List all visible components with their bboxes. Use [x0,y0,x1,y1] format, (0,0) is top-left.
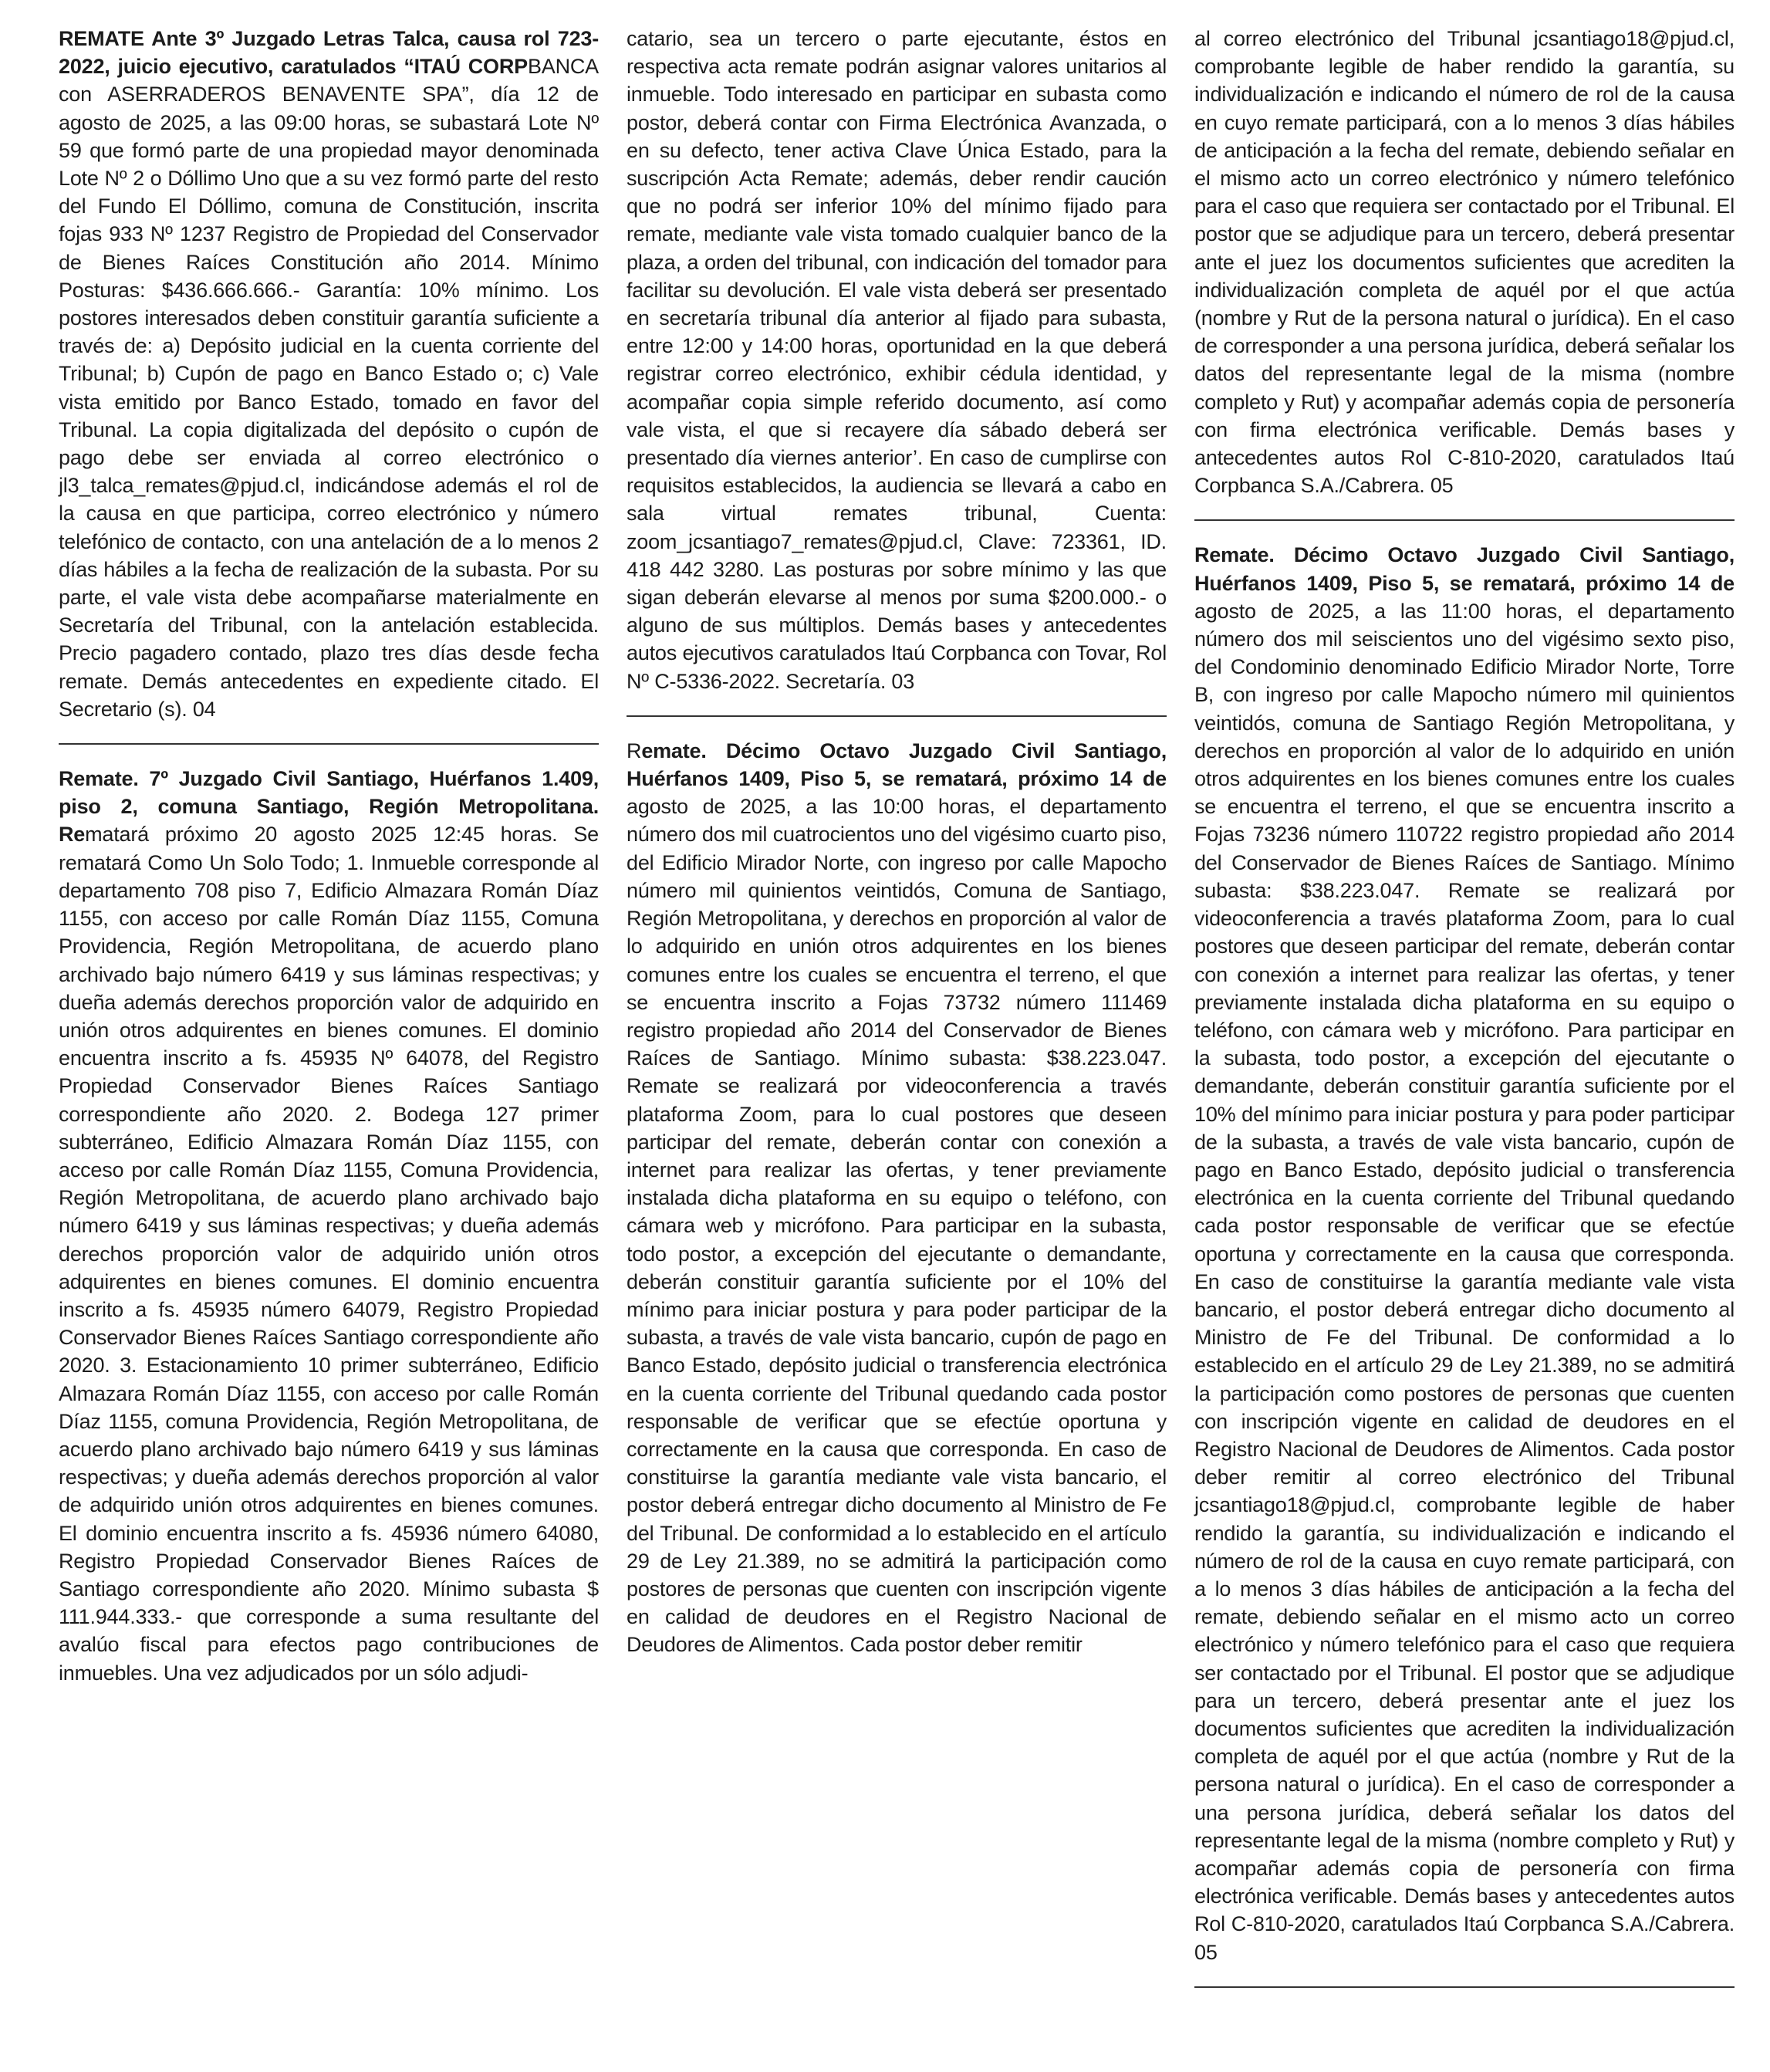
notice-divider [627,715,1167,717]
notice-talca-remate [59,25,599,723]
notice-heading: REMATE Ante 3º Juzgado Letras Talca, causa rol 723-2022, juicio ejecutivo, caratulados “ITAÚ CORP [59,27,599,79]
notice-body: catario, sea un tercero o parte ejecutante, éstos en respectiva acta remate podrán asignar valores unitarios al inmueble. Todo interesado en participar en subasta como postor, deberá contar con Firma Electrónica Avanzada, o en su defecto, tener activa Clave Única Estado, para la suscripción Acta Remate; además, deber rendir caución que no podrá ser inferior 10% del mínimo fijado para remate, mediante vale vista tomado cualquier banco de la plaza, a orden del tribunal, con indicación del tomador para facilitar su devolución. El vale vista deberá ser presentado en secretaría tribunal día anterior al fijado para subasta, entre 12:00 y 14:00 horas, oportunidad en la que deberá registrar correo electrónico, exhibir cédula identidad, y acompañar copia simple referido documento, así como vale vista, el que si recayere día sábado deberá ser presentado día viernes anterior’. En caso de cumplirse con requisitos establecidos, la audiencia se llevará a cabo en sala virtual remates tribunal, Cuenta: zoom_jcsantiago7_remates@pjud.cl, Clave: 723361, ID. 418 442 3280. Las posturas por sobre mínimo y las que sigan deberán elevarse al menos por suma $200.000.- o alguno de sus múltiplos. Demás bases y antecedentes autos ejecutivos caratulados Itaú Corpbanca con Tovar, Rol Nº C-5336-2022. Secretaría. 03 [627,27,1167,693]
notice-18-juzgado-remate-b [1194,541,1735,1966]
column-3 [1194,25,1735,2008]
notice-heading: Remate. Décimo Octavo Juzgado Civil Santiago, Huérfanos 1409, Piso 5, se rematará, próximo 14 de [1194,543,1735,595]
notice-body: agosto de 2025, a las 10:00 horas, el departamento número dos mil cuatrocientos uno del vigésimo cuarto piso, del Edificio Mirador Norte, con ingreso por calle Mapocho número mil quinientos veintidós, Comuna de Santiago, Región Metropolitana, y derechos en proporción al valor de lo adquirido en unión otros adquirentes en los bienes comunes entre los cuales se encuentra el terreno, el que se encuentra inscrito a Fojas 73732 número 111469 registro propiedad año 2014 del Conservador de Bienes Raíces de Santiago. Mínimo subasta: $38.223.047. Remate se realizará por videoconferencia a través plataforma Zoom, para lo cual postores que deseen participar del remate, deberán contar con conexión a internet para realizar las ofertas, y tener previamente instalada dicha plataforma en su equipo o teléfono, con cámara web y micrófono. Para participar en la subasta, todo postor, a excepción del ejecutante o demandante, deberán constituir garantía suficiente por el 10% del mínimo para iniciar postura y para poder participar de la subasta, a través de vale vista bancario, cupón de pago en Banco Estado, depósito judicial o transferencia electrónica en la cuenta corriente del Tribunal quedando cada postor responsable de verificar que se efectúe oportuna y correctamente en la causa que corresponda. En caso de constituirse la garantía mediante vale vista bancario, el postor deberá entregar dicho documento al Ministro de Fe del Tribunal. De conformidad a lo establecido en el artículo 29 de Ley 21.389, no se admitirá la participación como postores de personas que cuenten con inscripción vigente en calidad de deudores en el Registro Nacional de Deudores de Alimentos. Cada postor deber remitir [627,795,1167,1657]
notice-divider [1194,519,1735,521]
notice-7-juzgado-continuation [627,25,1167,695]
notice-heading: Remate. 7º Juzgado Civil Santiago, Huérfanos 1.409, piso 2, comuna Santiago, Región Metropolitana. Re [59,767,599,847]
notice-18-juzgado-remate-a [627,737,1167,1659]
column-1 [59,25,599,1687]
notice-body: matará próximo 20 agosto 2025 12:45 horas. Se rematará Como Un Solo Todo; 1. Inmueble corresponde al departamento 708 piso 7, Edificio Almazara Román Díaz 1155, con acceso por calle Román Díaz 1155, Comuna Providencia, Región Metropolitana, de acuerdo plano archivado bajo número 6419 y sus láminas respectivas; y dueña además derechos proporción valor de adquirido en unión otros adquirentes en bienes comunes. El dominio encuentra inscrito a fs. 45935 Nº 64078, del Registro Propiedad Conservador Bienes Raíces Santiago correspondiente año 2020. 2. Bodega 127 primer subterráneo, Edificio Almazara Román Díaz 1155, con acceso por calle Román Díaz 1155, Comuna Providencia, Región Metropolitana, de acuerdo plano archivado bajo número 6419 y sus láminas respectivas; y dueña además derechos proporción valor de adquirido unión otros adquirentes en bienes comunes. El dominio encuentra inscrito a fs. 45935 número 64079, Registro Propiedad Conservador Bienes Raíces Santiago correspondiente año 2020. 3. Estacionamiento 10 primer subterráneo, Edificio Almazara Román Díaz 1155, con acceso por calle Román Díaz 1155, comuna Providencia, Región Metropolitana, de acuerdo plano archivado bajo número 6419 y sus láminas respectivas; y dueña además derechos proporción al valor de adquirido unión otros adquirentes en bienes comunes. El dominio encuentra inscrito a fs. 45936 número 64080, Registro Propiedad Conservador Bienes Raíces de Santiago correspondiente año 2020. Mínimo subasta $ 111.944.333.- que corresponde a suma resultante del avalúo fiscal para efectos pago contribuciones de inmuebles. Una vez adjudicados por un sólo adjudi- [59,823,599,1685]
notice-lead-letter: R [627,739,642,762]
notice-body: BANCA con ASERRADEROS BENAVENTE SPA”, día 12 de agosto de 2025, a las 09:00 horas, se subastará Lote Nº 59 que formó parte de una propiedad mayor denominada Lote Nº 2 o Dóllimo Uno que a su vez formó parte del resto del Fundo El Dóllimo, comuna de Constitución, inscrita fojas 933 Nº 1237 Registro de Propiedad del Conservador de Bienes Raíces Constitución año 2014. Mínimo Posturas: $436.666.666.- Garantía: 10% mínimo. Los postores interesados deben constituir garantía suficiente a través de: a) Depósito judicial en la cuenta corriente del Tribunal; b) Cupón de pago en Banco Estado o; c) Vale vista emitido por Banco Estado, tomado en favor del Tribunal. La copia digitalizada del depósito o cupón de pago debe ser enviada al correo electrónico o jl3_talca_remates@pjud.cl, indicándose además el rol de la causa en que participa, correo electrónico y número telefónico de contacto, con una antelación de a lo menos 2 días hábiles a la fecha de realización de la subasta. Por su parte, el vale vista debe acompañarse materialmente en Secretaría del Tribunal, con la antelación establecida. Precio pagadero contado, plazo tres días desde fecha remate. Demás antecedentes en expediente citado. El Secretario (s). 04 [59,55,599,721]
notice-heading: emate. Décimo Octavo Juzgado Civil Santiago, Huérfanos 1409, Piso 5, se rematará, próximo 14 de [627,739,1167,791]
notice-18-juzgado-continuation [1194,25,1735,499]
notice-body: agosto de 2025, a las 11:00 horas, el departamento número dos mil seiscientos uno del vigésimo sexto piso, del Condominio denominado Edificio Mirador Norte, Torre B, con ingreso por calle Mapocho número mil quinientos veintidós, comuna de Santiago Región Metropolitana, y derechos en proporción al valor de lo adquirido en unión otros adquirentes en los bienes comunes entre los cuales se encuentra el terreno, el que se encuentra inscrito a Fojas 73236 número 110722 registro propiedad año 2014 del Conservador de Bienes Raíces de Santiago. Mínimo subasta: $38.223.047. Remate se realizará por videoconferencia a través plataforma Zoom, para lo cual postores que deseen participar del remate, deberán contar con conexión a internet para realizar las ofertas, y tener previamente instalada dicha plataforma en su equipo o teléfono, con cámara web y micrófono. Para participar en la subasta, todo postor, a excepción del ejecutante o demandante, deberán constituir garantía suficiente por el 10% del mínimo para iniciar postura y para poder participar de la subasta, a través de vale vista bancario, cupón de pago en Banco Estado, depósito judicial o transferencia electrónica en la cuenta corriente del Tribunal quedando cada postor responsable de verificar que se efectúe oportuna y correctamente en la causa que corresponda. En caso de constituirse la garantía mediante vale vista bancario, el postor deberá entregar dicho documento al Ministro de Fe del Tribunal. De conformidad a lo establecido en el artículo 29 de Ley 21.389, no se admitirá la participación como postores de personas que cuenten con inscripción vigente en calidad de deudores en el Registro Nacional de Deudores de Alimentos. Cada postor deber remitir al correo electrónico del Tribunal jcsantiago18@pjud.cl, comprobante legible de haber rendido la garantía, su individualización e indicando el número de rol de la causa en cuyo remate participará, con a lo menos 3 días hábiles de anticipación a la fecha del remate, debiendo señalar en el mismo acto un correo electrónico y número telefónico para el caso que requiera ser contactado por el Tribunal. El postor que se adjudique para un tercero, deberá presentar ante el juez los documentos suficientes que acrediten la individualización completa de aquél por el que actúa (nombre y Rut de la persona natural o jurídica). En el caso de corresponder a una persona jurídica, deberá señalar los datos del representante legal de la misma (nombre completo y Rut) y acompañar además copia de personería con firma electrónica verificable. Demás bases y antecedentes autos Rol C-810-2020, caratulados Itaú Corpbanca S.A./Cabrera. 05 [1194,599,1735,1964]
notice-divider [59,743,599,745]
notice-divider [1194,1986,1735,1988]
notice-body: al correo electrónico del Tribunal jcsantiago18@pjud.cl, comprobante legible de haber rendido la garantía, su individualización e indicando el número de rol de la causa en cuyo remate participará, con a lo menos 3 días hábiles de anticipación a la fecha del remate, debiendo señalar en el mismo acto un correo electrónico y número telefónico para el caso que requiera ser contactado por el Tribunal. El postor que se adjudique para un tercero, deberá presentar ante el juez los documentos suficientes que acrediten la individualización completa de aquél por el que actúa (nombre y Rut de la persona natural o jurídica). En el caso de corresponder a una persona jurídica, deberá señalar los datos del representante legal de la misma (nombre completo y Rut) y acompañar además copia de personería con firma electrónica verificable. Demás bases y antecedentes autos Rol C-810-2020, caratulados Itaú Corpbanca S.A./Cabrera. 05 [1194,27,1735,498]
notice-7-juzgado-remate [59,765,599,1687]
column-2 [627,25,1167,1659]
